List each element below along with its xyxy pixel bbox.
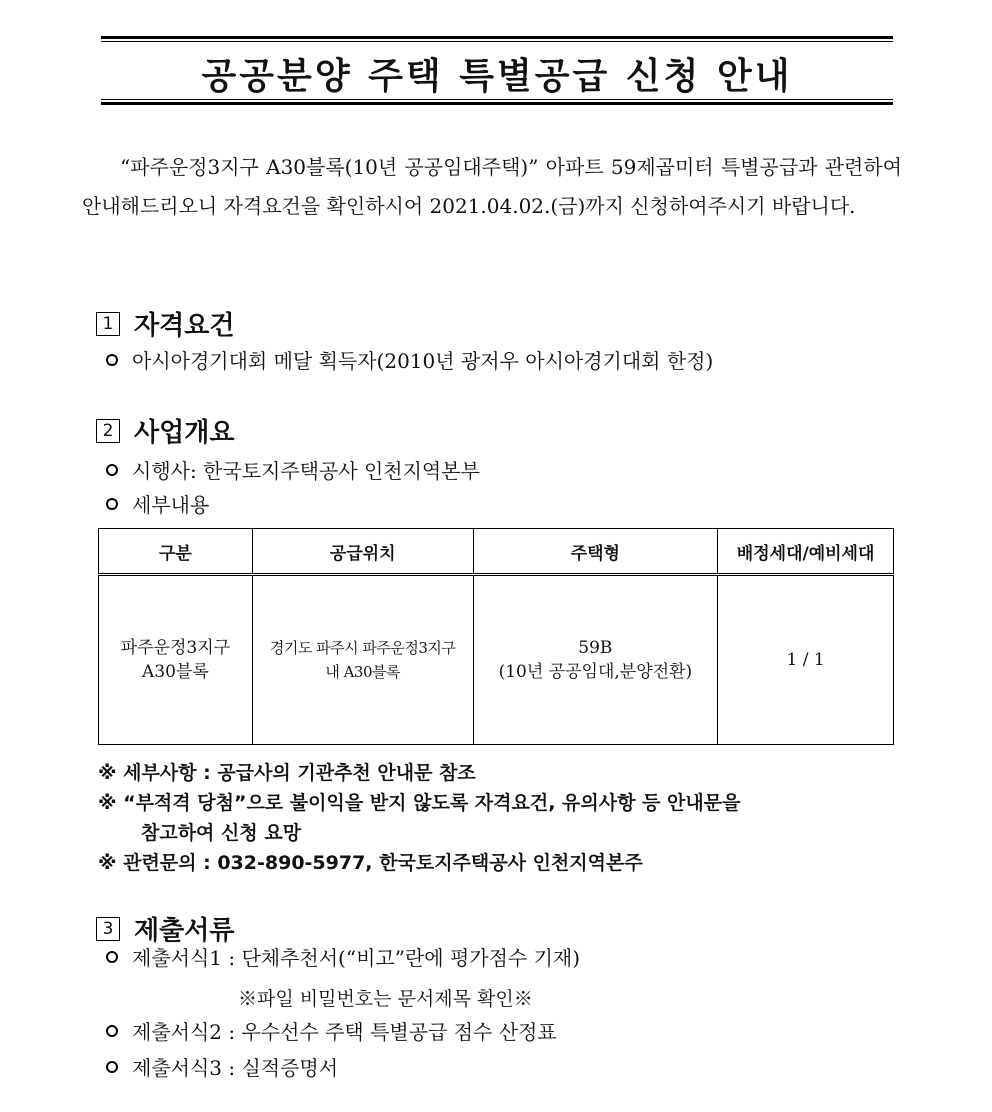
password-note: ※파일 비밀번호는 문서제목 확인※: [238, 988, 533, 1010]
section-number-box: 2: [96, 419, 120, 443]
section-heading-text: 사업개요: [134, 418, 235, 448]
table-cell-allocation: 1 / 1: [718, 575, 894, 745]
table-header-cell: 공급위치: [252, 529, 473, 575]
bullet-text: 아시아경기대회 메달 획득자(2010년 광저우 아시아경기대회 한정): [132, 349, 714, 373]
circle-bullet-icon: [106, 1025, 118, 1037]
table-header-cell: 배정세대/예비세대: [718, 529, 894, 575]
bullet-text: 제출서식2 : 우수선수 주택 특별공급 점수 산정표: [132, 1020, 557, 1044]
bullet-item: [106, 1052, 338, 1081]
bullet-text: 시행사: 한국토지주택공사 인천지역본부: [132, 459, 480, 483]
circle-bullet-icon: [106, 1061, 118, 1073]
section-heading-text: 자격요건: [134, 311, 235, 341]
table-header-cell: 구분: [99, 529, 253, 575]
title-bottom-rule-thick: [101, 102, 893, 105]
section-heading-eligibility: [96, 305, 234, 342]
section-number-box: 1: [96, 312, 120, 336]
intro-paragraph: “파주운정3지구 A30블록(10년 공공임대주택)” 아파트 59제곱미터 특별공급과 관련하여 안내해드리오니 자격요건을 확인하시어 2021.04.02.(금)까지 신청하여주시기 바랍니다.: [82, 155, 902, 218]
page-title: 공공분양 주택 특별공급 신청 안내: [201, 56, 793, 97]
bullet-text: 제출서식1 : 단체추천서(“비고”란에 평가점수 기재): [132, 946, 581, 970]
note-disqualification: [98, 788, 898, 848]
circle-bullet-icon: [106, 951, 118, 963]
table-header-row: [99, 529, 894, 575]
detail-table: [98, 528, 894, 745]
circle-bullet-icon: [106, 498, 118, 510]
title-top-rule-thick: [101, 36, 893, 39]
bullet-item: [106, 455, 480, 484]
cell-line: 경기도 파주시 파주운정3지구: [269, 639, 456, 657]
cell-line: 내 A30블록: [325, 663, 400, 681]
cell-line: 59B: [578, 638, 613, 658]
table-cell-division: [99, 575, 253, 745]
title-bottom-rule-thin: [101, 99, 893, 100]
bullet-text: 세부내용: [132, 493, 210, 517]
note-contact: ※ 관련문의 : 032-890-5977, 한국토지주택공사 인천지역본주: [98, 852, 643, 874]
section-heading-text: 제출서류: [134, 916, 235, 946]
section-heading-overview: [96, 412, 234, 449]
table-header-cell: 주택형: [473, 529, 718, 575]
circle-bullet-icon: [106, 464, 118, 476]
bullet-item: [106, 942, 580, 971]
table-cell-housing-type: [473, 575, 718, 745]
cell-line: A30블록: [142, 662, 209, 682]
note-line: ※ “부적격 당첨”으로 불이익을 받지 않도록 자격요건, 유의사항 등 안내문을: [98, 792, 741, 814]
table-cell-location: [252, 575, 473, 745]
title-top-rule-thin: [101, 41, 893, 42]
cell-line: 파주운정3지구: [120, 638, 231, 658]
circle-bullet-icon: [106, 354, 118, 366]
bullet-text: 제출서식3 : 실적증명서: [132, 1056, 339, 1080]
table-row: [99, 575, 894, 745]
bullet-item: [106, 345, 713, 374]
cell-line: (10년 공공임대,분양전환): [498, 662, 693, 682]
section-number-box: 3: [96, 917, 120, 941]
bullet-item: [106, 489, 209, 518]
note-details: ※ 세부사항 : 공급사의 기관추천 안내문 참조: [98, 762, 476, 784]
note-line: 참고하여 신청 요망: [141, 822, 302, 844]
bullet-item: [106, 1016, 557, 1045]
